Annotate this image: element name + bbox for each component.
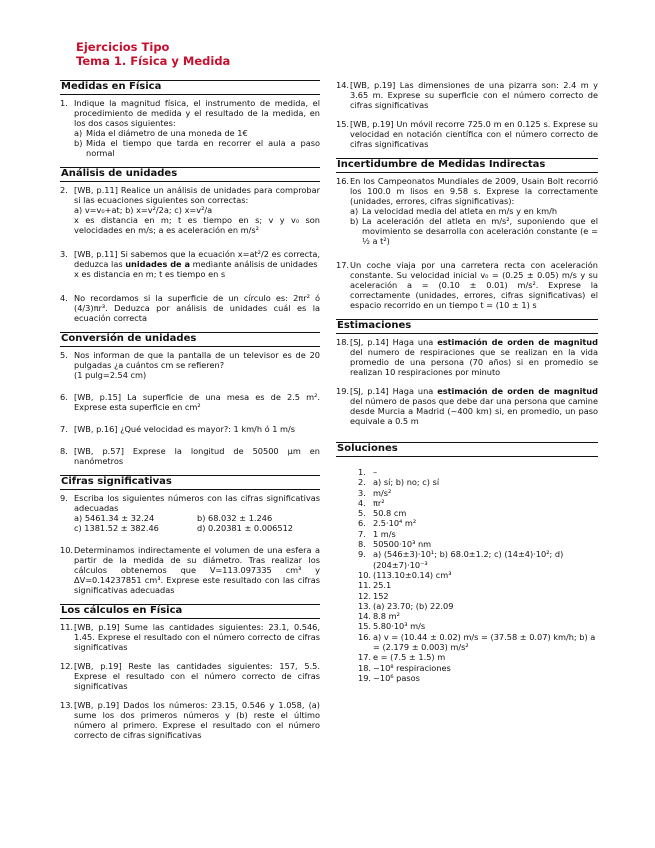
sub-text: Mida el tiempo que tarda en recorrer el aula a paso normal: [86, 138, 320, 158]
exercise-13: [60, 700, 320, 740]
exercise-bold-text: estimación de orden de magnitud: [437, 386, 598, 396]
exercise-19: [336, 386, 598, 426]
values-row: [74, 513, 320, 523]
solution-number: 2.: [358, 477, 366, 488]
solution-item: [336, 488, 598, 498]
exercise-text: [WB, p.19] Reste las cantidades siguientes: 157, 5.5. Exprese el resultado con el número correcto de cifras significativas: [74, 661, 320, 691]
equations: a) v=v₀+at; b) x=v²/2a; c) x=v²/a: [74, 205, 213, 215]
exercise-5: [60, 350, 320, 380]
solution-number: 6.: [358, 518, 366, 529]
solution-number: 10.: [358, 569, 372, 580]
solution-item: [336, 570, 598, 580]
exercise-8: [60, 446, 320, 466]
left-column: [60, 80, 320, 749]
exercise-bold-text: unidades de a: [125, 259, 190, 269]
exercise-text: Un coche viaja por una carretera recta con aceleración constante. Su velocidad inicial v₀ = (0.25 ± 0.05) m/s y su aceleración a = (0.10 ± 0.01) m/s². Exprese la correctamente (unidades, errores, cifras significativas) el espacio recorrido en un tiempo t = (10 ± 1) s: [350, 260, 598, 310]
solution-number: 8.: [358, 539, 366, 550]
solution-value: ~10⁶ pasos: [373, 672, 420, 683]
exercise-11: [60, 622, 320, 652]
values-row: [74, 523, 320, 533]
solution-item: [336, 518, 598, 528]
solution-number: 12.: [358, 590, 372, 601]
exercise-text: del número de pasos que debe dar una persona que camine desde Murcia a Madrid (~400 km) si, en promedio, un paso equivale a 0.5 m: [350, 396, 598, 426]
solution-number: 7.: [358, 528, 366, 539]
exercise-note: (1 pulg=2.54 cm): [74, 370, 147, 380]
exercise-number: 1.: [60, 98, 68, 108]
sub-item: [74, 138, 320, 158]
solution-value: ~10⁸ respiraciones: [373, 662, 451, 673]
exercise-number: 14.: [336, 80, 350, 90]
solution-number: 19.: [358, 672, 372, 683]
sub-label: a): [74, 128, 83, 138]
exercise-number: 15.: [336, 119, 350, 129]
solution-item: [336, 498, 598, 508]
solution-value: 8.8 m²: [373, 611, 400, 622]
solution-number: 5.: [358, 508, 366, 519]
section-heading: Los cálculos en Física: [60, 604, 320, 619]
solution-number: 17.: [358, 652, 372, 663]
solution-value: 2.5·10⁴ m²: [373, 518, 417, 529]
exercise-14: [336, 80, 598, 110]
solution-number: 9.: [358, 549, 366, 560]
exercise-bold-text: estimación de orden de magnitud: [437, 337, 598, 347]
exercise-text: [SJ, p.14] Haga una: [350, 386, 438, 396]
exercise-number: 8.: [60, 446, 68, 456]
formula: (e = ½ a t²): [362, 226, 598, 246]
exercise-15: [336, 119, 598, 149]
exercise-12: [60, 661, 320, 691]
solution-item: [336, 621, 598, 631]
exercise-number: 18.: [336, 337, 350, 347]
solution-number: 1.: [358, 467, 366, 477]
title-line-1: Ejercicios Tipo: [76, 40, 170, 54]
exercise-text: del numero de respiraciones que se realizan en la vida promedio de una persona (70 años) si en promedio se realizan 10 respiraciones por minuto: [350, 347, 598, 377]
variables-note: x es distancia en m; t es tiempo en s: [74, 269, 226, 279]
exercise-text: [WB, p.11] Si sabemos que la ecuación x=at²/2 es correcta, deduzca las: [74, 249, 320, 269]
solution-number: 16.: [358, 631, 372, 642]
solution-item: [336, 652, 598, 662]
exercise-text: No recordamos si la superficie de un círculo es: 2πr² ó (4/3)πr³. Deduzca por análisis de unidades cuál es la ecuación correcta: [74, 293, 320, 323]
sub-item: [350, 216, 598, 246]
solution-value: 50500·10³ nm: [373, 539, 432, 550]
solution-item: [336, 529, 598, 539]
solution-item: [336, 632, 598, 653]
sub-item: [350, 206, 598, 216]
solution-item: [336, 508, 598, 518]
document-title: [76, 40, 230, 68]
section-heading: Medidas en Física: [60, 80, 320, 95]
exercise-3: [60, 249, 320, 279]
sub-item: [74, 128, 320, 138]
value-c: c) 1381.52 ± 382.46: [74, 523, 159, 533]
exercise-10: [60, 545, 320, 595]
sub-label: b): [74, 138, 83, 148]
solution-item: [336, 591, 598, 601]
exercise-number: 11.: [60, 622, 74, 632]
solution-number: 18.: [358, 662, 372, 673]
title-line-2: Tema 1. Física y Medida: [76, 54, 231, 68]
exercise-6: [60, 392, 320, 412]
section-heading: Estimaciones: [336, 319, 598, 334]
solution-number: 11.: [358, 580, 372, 591]
exercise-text: [WB, p.16] ¿Qué velocidad es mayor?: 1 km/h ó 1 m/s: [74, 424, 296, 434]
sub-text: La velocidad media del atleta en m/s y en km/h: [362, 206, 558, 216]
value-d: d) 0.20381 ± 0.006512: [197, 523, 293, 533]
section-heading: Conversión de unidades: [60, 332, 320, 347]
exercise-number: 2.: [60, 185, 68, 195]
exercise-number: 3.: [60, 249, 68, 259]
exercise-text: [WB, p.19] Las dimensiones de una pizarra son: 2.4 m y 3.65 m. Exprese su superficie con el número correcto de cifras significativas: [350, 80, 598, 110]
solution-value: a) sí; b) no; c) sí: [373, 477, 440, 488]
exercise-number: 17.: [336, 260, 350, 270]
exercise-text: mediante análisis de unidades: [189, 259, 318, 269]
exercise-4: [60, 293, 320, 323]
solution-number: 13.: [358, 600, 372, 611]
solution-item: [336, 663, 598, 673]
exercise-number: 5.: [60, 350, 68, 360]
exercise-number: 4.: [60, 293, 68, 303]
section-heading: Análisis de unidades: [60, 167, 320, 182]
solution-item: [336, 673, 598, 683]
exercise-number: 10.: [60, 545, 74, 555]
exercise-text: [WB, p.57] Exprese la longitud de 50500 μm en nanómetros: [74, 446, 320, 466]
solution-value: (a) 23.70; (b) 22.09: [373, 600, 454, 611]
exercise-text: [WB, p.19] Sume las cantidades siguientes: 23.1, 0.546, 1.45. Exprese el resultado con el número correcto de cifras significativas: [74, 622, 320, 652]
solution-value: a) v = (10.44 ± 0.02) m/s = (37.58 ± 0.07) km/h; b) a = (2.179 ± 0.003) m/s²: [373, 631, 596, 653]
exercise-text: Nos informan de que la pantalla de un televisor es de 20 pulgadas ¿a cuántos cm se refieren?: [74, 350, 320, 370]
exercise-2: [60, 185, 320, 235]
exercise-text: Determinamos indirectamente el volumen de una esfera a partir de la medida de su diámetro. Tras realizar los cálculos obtenemos que V=113.097335 cm³ y ΔV=0.14237851 cm³. Exprese este resultado con las cifras significativas adecuadas: [74, 545, 320, 595]
solution-value: 5.80·10³ m/s: [373, 621, 426, 632]
exercise-18: [336, 337, 598, 377]
solution-value: 152: [373, 590, 389, 601]
exercise-9: [60, 493, 320, 533]
exercise-number: 7.: [60, 424, 68, 434]
solution-value: 50.8 cm: [373, 508, 407, 519]
solution-value: e = (7.5 ± 1.5) m: [373, 652, 446, 663]
solution-number: 3.: [358, 487, 366, 498]
exercise-text: Escriba los siguientes números con las cifras significativas adecuadas: [74, 493, 320, 513]
exercise-7: [60, 424, 320, 434]
exercise-text: Indique la magnitud física, el instrumento de medida, el procedimiento de medida y el resultado de la medida, en los dos casos siguientes:: [74, 98, 320, 128]
section-heading: Cifras significativas: [60, 475, 320, 490]
solution-number: 14.: [358, 611, 372, 622]
solution-item: [336, 549, 598, 570]
exercise-text: [WB, p.15] La superficie de una mesa es de 2.5 m². Exprese esta superficie en cm²: [74, 392, 320, 412]
solution-item: [336, 477, 598, 487]
section-heading: Incertidumbre de Medidas Indirectas: [336, 158, 598, 173]
exercise-text: [WB, p.19] Un móvil recorre 725.0 m en 0.125 s. Exprese su velocidad en notación científica con el número correcto de cifras significativas: [350, 119, 598, 149]
exercise-16: [336, 176, 598, 246]
solution-value: m/s²: [373, 487, 392, 498]
solution-number: 15.: [358, 621, 372, 632]
solution-value: a) (546±3)·10¹; b) 68.0±1.2; c) (14±4)·10²; d) (204±7)·10⁻³: [373, 549, 564, 570]
exercise-text: [WB, p.19] Dados los números: 23.15, 0.546 y 1.058, (a) sume los dos primeros números y (b) reste el último número al primero. Exprese el resultado con el número correcto de cifras significativas: [74, 700, 320, 740]
exercise-number: 16.: [336, 176, 350, 186]
right-column: [336, 80, 598, 683]
exercise-text: [SJ, p.14] Haga una: [350, 337, 438, 347]
solution-item: [336, 580, 598, 590]
exercise-number: 12.: [60, 661, 74, 671]
exercise-number: 13.: [60, 700, 74, 710]
exercise-number: 6.: [60, 392, 68, 402]
sub-text: Mida el diámetro de una moneda de 1€: [86, 128, 248, 138]
solution-item: [336, 467, 598, 477]
exercise-text: [WB, p.11] Realice un análisis de unidades para comprobar si las ecuaciones siguientes son correctas:: [74, 185, 320, 205]
section-heading: Soluciones: [336, 442, 598, 457]
exercise-text: En los Campeonatos Mundiales de 2009, Usain Bolt recorrió los 100.0 m lisos en 9.58 s. Exprese la correctamente (unidades, errores, cifras significativas):: [350, 176, 598, 206]
solution-value: 1 m/s: [373, 528, 396, 539]
sub-label: a): [350, 206, 359, 216]
solution-value: 25.1: [373, 580, 392, 591]
variables-note: x es distancia en m; t es tiempo en s; v y v₀ son velocidades en m/s; a es aceleración en m/s²: [74, 215, 320, 235]
solution-value: (113.10±0.14) cm³: [373, 569, 452, 580]
exercise-number: 19.: [336, 386, 350, 396]
exercise-number: 9.: [60, 493, 68, 503]
value-b: b) 68.032 ± 1.246: [197, 513, 273, 523]
value-a: a) 5461.34 ± 32.24: [74, 513, 155, 523]
solutions-list: [336, 467, 598, 683]
solution-item: [336, 539, 598, 549]
solution-number: 4.: [358, 497, 366, 508]
exercise-1: [60, 98, 320, 158]
solution-item: [336, 611, 598, 621]
exercise-17: [336, 260, 598, 310]
sub-text: La aceleración del atleta en m/s², suponiendo que el movimiento se desarrolla con aceleración constante: [362, 216, 598, 236]
solution-value: –: [373, 467, 378, 477]
sub-label: b): [350, 216, 359, 226]
solution-value: πr²: [373, 497, 385, 508]
solution-item: [336, 601, 598, 611]
